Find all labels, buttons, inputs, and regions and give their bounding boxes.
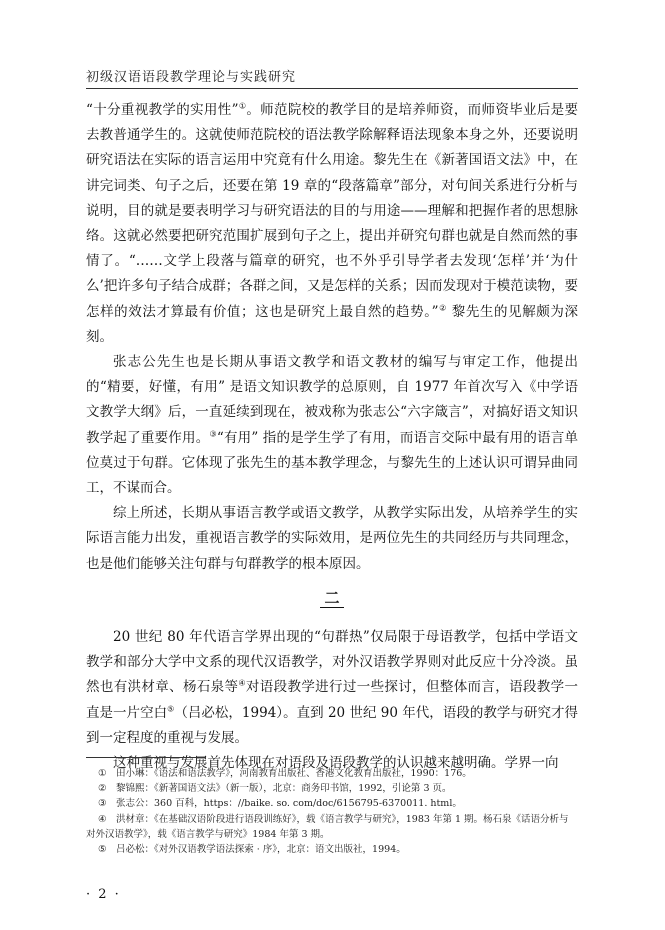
- footnote-ref-2[interactable]: ②: [438, 303, 447, 313]
- footnote-5: ⑤ 吕必松：《对外汉语教学语法探索 · 序》，北京：语文出版社，1994。: [98, 844, 406, 856]
- footnote-ref-1[interactable]: ①: [238, 101, 247, 111]
- footnote-ref-4[interactable]: ④: [238, 678, 246, 688]
- footnote-ref-3[interactable]: ③: [209, 429, 217, 439]
- main-text: [86, 98, 578, 776]
- paragraph-2: 张志公先生也是长期从事语文教学和语文教材的编写与审定工作，他提出的“精要，好懂，有用” 是语文知识教学的总原则，自 1977 年首次写入《中学语文教学大纲》后，一直延续到现在，被戏称为张志公“六字箴言”，对搞好语文知识教学起了重要作用。③“有用” 指的是学生学了有用，而语言交际中最有用的语言单位莫过于句群。它体现了张先生的基本教学理念，与黎先生的上述认识可谓异曲同工，不谋而合。: [86, 354, 579, 497]
- footnote-4: ④ 洪材章：《在基础汉语阶段进行语段训练好》，载《语言教学与研究》，1983 年第 1 期。杨石泉《话语分析与对外汉语教学》，载《语言教学与研究》1984 年第 3 期。: [86, 813, 569, 840]
- footnote-3: ③ 张志公：360 百科，https：//baike. so. com/doc/6156795-6370011. html。: [98, 798, 462, 810]
- page-number: · 2 ·: [86, 887, 121, 902]
- paragraph-5: 这种重视与发展首先体现在对语段及语段教学的认识越来越明确。学界一向: [113, 755, 559, 772]
- footnote-ref-5[interactable]: ⑤: [167, 704, 175, 714]
- footnote-1: ① 田小琳：《语法和语法教学》，河南教育出版社、香港文化教育出版社，1990：176。: [98, 768, 472, 779]
- paragraph-3: 综上所述，长期从事语言教学或语文教学，从教学实际出发，从培养学生的实际语言能力出发，重视语言教学的实际效用，是两位先生的共同经历与共同理念，也是他们能够关注句群与句群教学的根本原因。: [86, 505, 578, 572]
- header-rule: [86, 88, 578, 89]
- running-header: 初级汉语语段教学理论与实践研究: [86, 70, 297, 85]
- footnote-2: ② 黎锦熙：《新著国语文法》（新一版），北京：商务印书馆，1992，引论第 3 页。: [98, 783, 452, 795]
- footnote-rule: [86, 757, 206, 758]
- paragraph-4: 20 世纪 80 年代语言学界出现的“句群热”仅局限于母语教学，包括中学语文教学和部分大学中文系的现代汉语教学，对外汉语教学界则对此反应十分冷淡。虽然也有洪材章、杨石泉等④对语段教学进行过一些探讨，但整体而言，语段教学一直是一片空白⑤（吕必松，1994）。直到 20 世纪 90 年代，语段的教学与研究才得到一定程度的重视与发展。: [86, 629, 579, 746]
- section-number: 二: [86, 586, 578, 611]
- paragraph-1: “十分重视教学的实用性”①。师范院校的教学目的是培养师资，而师资毕业后是要去教普通学生的。这就使师范院校的语法教学除解释语法现象本身之外，还要说明研究语法在实际的语言运用中究竟有什么用途。黎先生在《新著国语文法》中，在讲完词类、句子之后，还要在第 19 章的“段落篇章”部分，对句间关系进行分析与说明，目的就是要表明学习与研究语法的目的与用途——理解和把握作者的思想脉络。这就必然要把研究范围扩展到句子之上，提出并研究句群也就是自然而然的事情了。“……文学上段落与篇章的研究，也不外乎引导学者去发现‘怎样’并‘为什么’把许多句子结合成群；各群之间，又是怎样的关系；因而发现对于模范读物，要怎样的效法才算最有价值；这也是研究上最自然的趋势。”② 黎先生的见解颇为深刻。: [86, 101, 579, 345]
- footnotes: [86, 766, 578, 857]
